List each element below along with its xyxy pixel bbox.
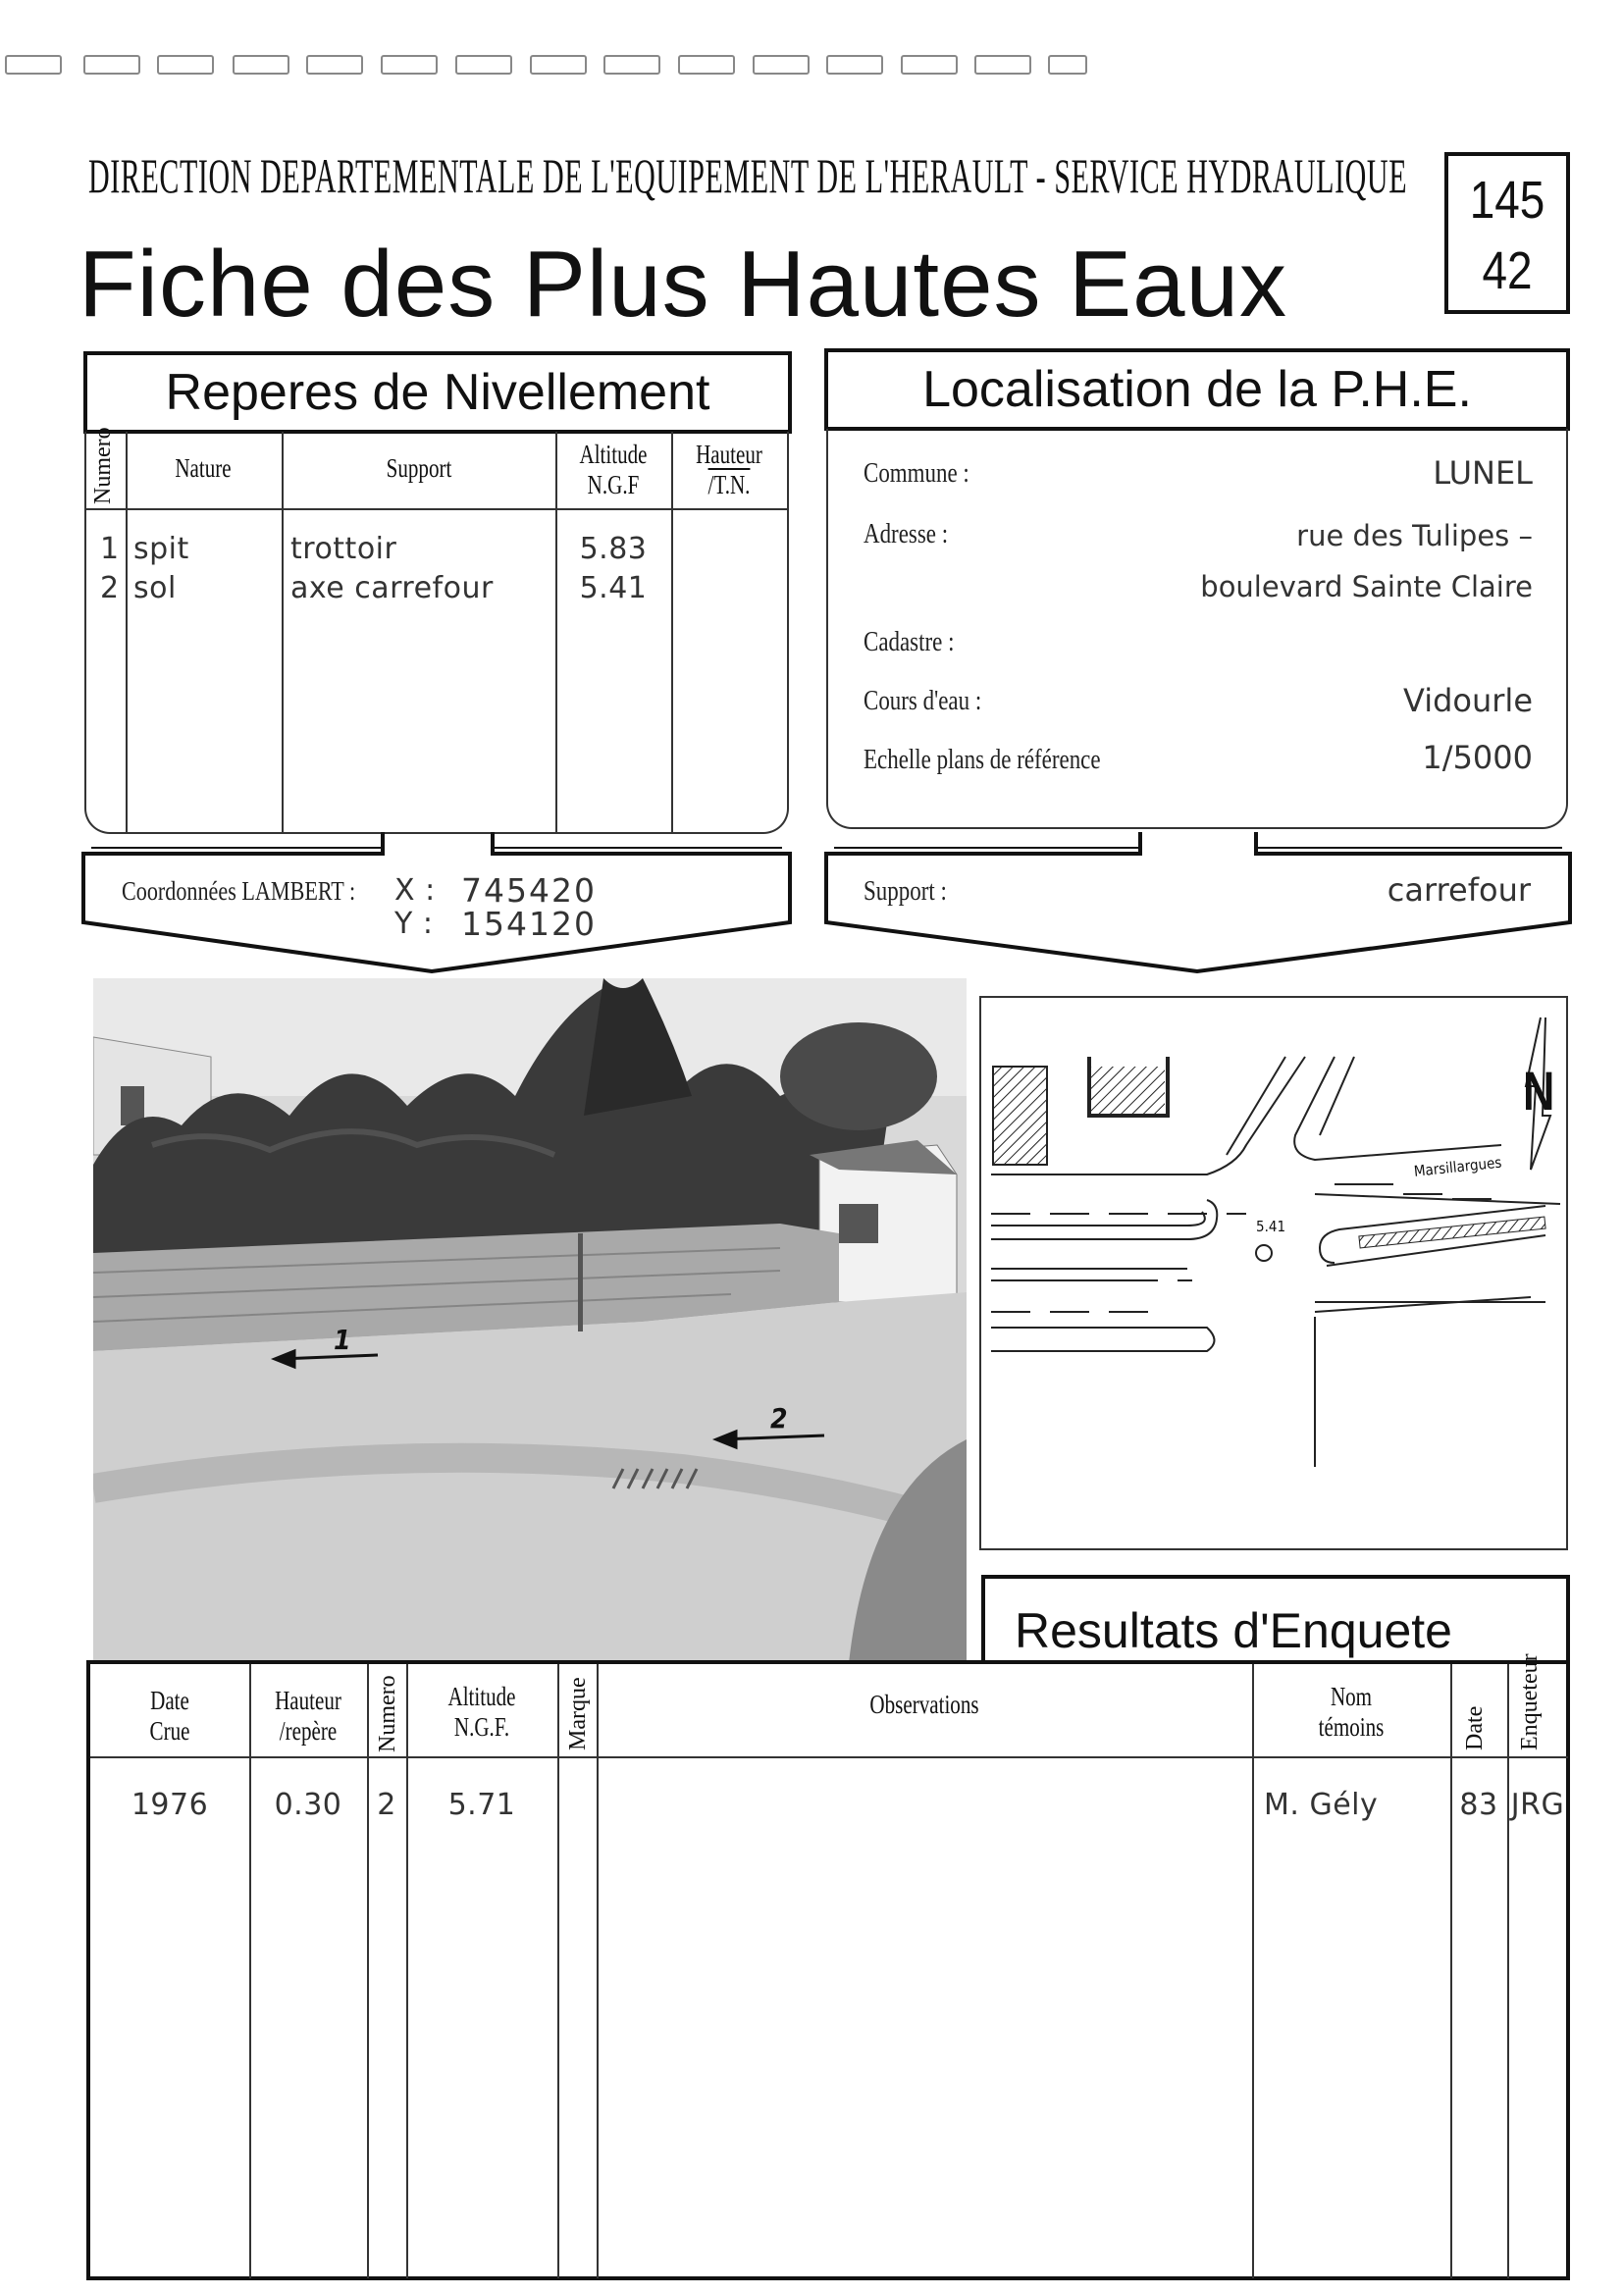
cadastre-label: Cadastre : [864, 627, 955, 657]
site-photo [93, 978, 967, 1663]
col-support: Support [386, 453, 452, 483]
reperes-title: Reperes de Nivellement [165, 364, 710, 421]
resultats-table [86, 1653, 1570, 2280]
col-date-crue: Date Crue [149, 1686, 190, 1746]
adresse-label: Adresse : [864, 519, 949, 549]
col-numero: Numero [375, 1675, 400, 1752]
row2-numero: 2 [100, 571, 120, 605]
col-observations: Observations [869, 1690, 979, 1719]
map-drawing [981, 998, 1566, 1548]
adresse-line2: boulevard Sainte Claire [1200, 570, 1533, 603]
page-title: Fiche des Plus Hautes Eaux [79, 232, 1287, 337]
cours-value: Vidourle [1403, 682, 1533, 719]
echelle-label: Echelle plans de référence [864, 745, 1101, 775]
adresse-line1: rue des Tulipes – [1296, 519, 1533, 552]
location-map [979, 996, 1568, 1550]
x-label: X : [394, 873, 436, 908]
support-label: Support : [864, 876, 947, 907]
photo-scene [93, 978, 967, 1663]
localisation-title-box [824, 348, 1570, 431]
photo-arrow-1-label: 1 [334, 1324, 351, 1356]
col-hauteur: Hauteur /T.N. [696, 440, 762, 499]
resultats-title-frame [981, 1575, 1570, 1663]
row2-support: axe carrefour [290, 571, 494, 605]
support-value: carrefour [1387, 871, 1531, 909]
col-nature: Nature [175, 453, 232, 483]
row1-nature: spit [133, 532, 189, 566]
reperes-title-box [83, 351, 792, 434]
street-label: Marsillargues [1413, 1153, 1503, 1180]
reference-top: 145 [1469, 171, 1545, 230]
y-value: 154120 [461, 905, 597, 943]
photo-arrow-2-label: 2 [770, 1402, 788, 1435]
result-hauteur: 0.30 [274, 1788, 342, 1822]
row1-altitude: 5.83 [579, 532, 648, 566]
col-marque: Marque [565, 1677, 591, 1750]
col-hauteur-repere: Hauteur /repère [275, 1686, 341, 1746]
result-numero: 2 [377, 1788, 396, 1822]
col-altitude: Altitude N.G.F [579, 440, 648, 499]
cours-label: Cours d'eau : [864, 686, 982, 716]
resultats-title: Resultats d'Enquete [1015, 1603, 1452, 1658]
row2-nature: sol [133, 571, 177, 605]
echelle-value: 1/5000 [1422, 739, 1533, 776]
col-altitude: Altitude N.G.F. [447, 1682, 516, 1742]
result-temoin: M. Gély [1264, 1788, 1379, 1822]
reference-bottom: 42 [1482, 241, 1533, 300]
col-nom-temoins: Nom témoins [1318, 1682, 1385, 1742]
row1-support: trottoir [290, 532, 397, 566]
y-label: Y : [394, 907, 434, 941]
col-date: Date [1462, 1705, 1488, 1750]
result-enqueteur: JRG [1510, 1788, 1565, 1822]
x-value: 745420 [461, 871, 597, 910]
reperes-table [84, 427, 789, 834]
result-date: 83 [1459, 1788, 1498, 1822]
commune-label: Commune : [864, 458, 969, 489]
north-label: N [1523, 1060, 1555, 1122]
department-header: DIRECTION DEPARTEMENTALE DE L'EQUIPEMENT DE L'HERAULT - SERVICE HYDRAULIQUE [88, 148, 1408, 203]
result-date-crue: 1976 [131, 1788, 209, 1822]
coords-label: Coordonnées LAMBERT : [122, 876, 356, 906]
map-point-label: 5.41 [1256, 1218, 1286, 1235]
localisation-panel [826, 429, 1568, 829]
result-altitude: 5.71 [447, 1788, 516, 1822]
row1-numero: 1 [100, 532, 120, 566]
col-enqueteur: Enqueteur [1517, 1653, 1543, 1750]
row2-altitude: 5.41 [579, 571, 648, 605]
col-numero: Numero [90, 427, 116, 504]
localisation-title: Localisation de la P.H.E. [922, 361, 1472, 418]
reference-box [1444, 152, 1570, 314]
commune-value: LUNEL [1433, 454, 1533, 492]
